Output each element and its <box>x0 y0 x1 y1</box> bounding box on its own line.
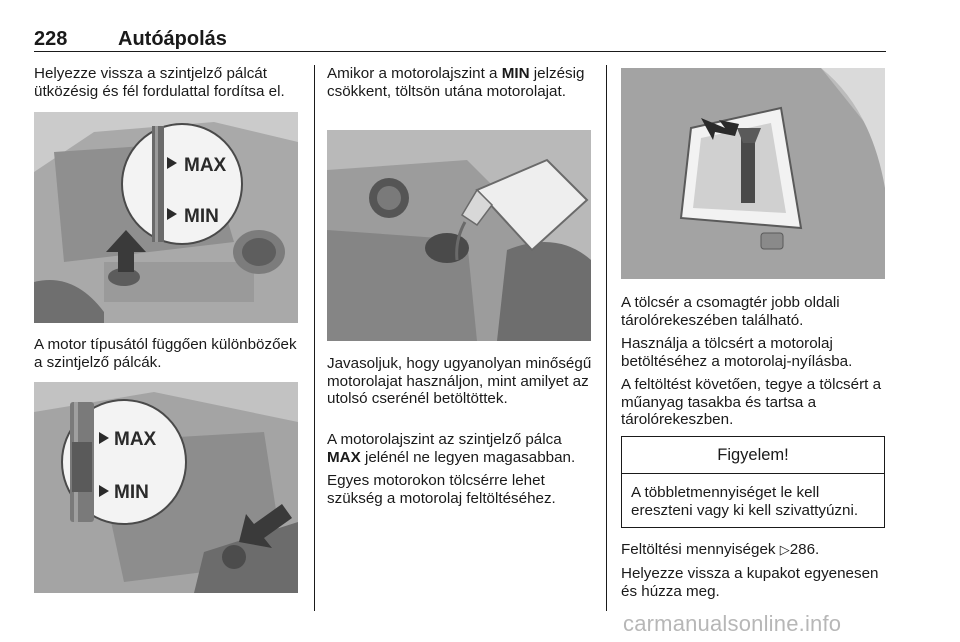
oil-filling-figure <box>327 130 591 341</box>
min-level-text: Amikor a motorolajszint a MIN jelzésig csökkent, töltsön utána motorolajat. <box>327 65 585 100</box>
max-label: MAX <box>114 429 157 450</box>
page-header <box>34 28 886 50</box>
same-oil-text: Javasoljuk, hogy ugyanolyan minőségű motorolajat használjon, mint amilyet az utolsó cserénél betöltöttek. <box>327 355 592 408</box>
trunk-funnel-figure <box>621 68 885 279</box>
dipstick-reinsert-text: Helyezze vissza a szintjelző pálcát ütközésig és fél fordulattal fordítsa el. <box>34 65 285 100</box>
replace-cap-text: Helyezze vissza a kupakot egyenesen és húzza meg. <box>621 565 879 600</box>
max-label: MAX <box>184 155 227 176</box>
funnel-note-text: Egyes motorokon tölcsérre lehet szükség a motorolaj feltöltéséhez. <box>327 472 556 507</box>
column-divider-1 <box>314 65 315 611</box>
chapter-title: Autóápolás <box>118 28 227 50</box>
dipstick-variants-text: A motor típusától függően különbözőek a szintjelző pálcák. <box>34 336 297 371</box>
min-bold-label: MIN <box>501 65 530 82</box>
warning-title: Figyelem! <box>622 437 884 474</box>
watermark: carmanualsonline.info <box>623 611 842 636</box>
warning-box <box>621 436 885 528</box>
min-label: MIN <box>114 482 149 503</box>
max-bold-label: MAX <box>327 448 361 466</box>
max-level-text: A motorolajszint az szintjelző pálca MAX jelénél ne legyen magasabban. <box>327 431 576 466</box>
funnel-storage-text: A feltöltést követően, tegye a tölcsért a műanyag tasakba és tartsa a tárolórekeszben. <box>621 376 882 429</box>
funnel-location-text: A tölcsér a csomagtér jobb oldali tárolórekeszében található. <box>621 294 840 329</box>
column-divider-2 <box>606 65 607 611</box>
capacities-ref-text: Feltöltési mennyiségek ▷286. <box>621 541 820 558</box>
dipstick-figure-1 <box>34 112 298 323</box>
warning-body: A többletmennyiséget le kell ereszteni vagy ki kell szivattyúzni. <box>631 484 859 519</box>
min-label: MIN <box>184 206 219 227</box>
page-ref-link[interactable]: 286 <box>789 541 816 558</box>
header-rule <box>34 51 886 52</box>
page-ref-icon: ▷ <box>779 543 790 558</box>
dipstick-figure-2 <box>34 382 298 593</box>
funnel-use-text: Használja a tölcsért a motorolaj betöltéséhez a motorolaj-nyílásba. <box>621 335 853 370</box>
page-number: 228 <box>34 28 68 50</box>
